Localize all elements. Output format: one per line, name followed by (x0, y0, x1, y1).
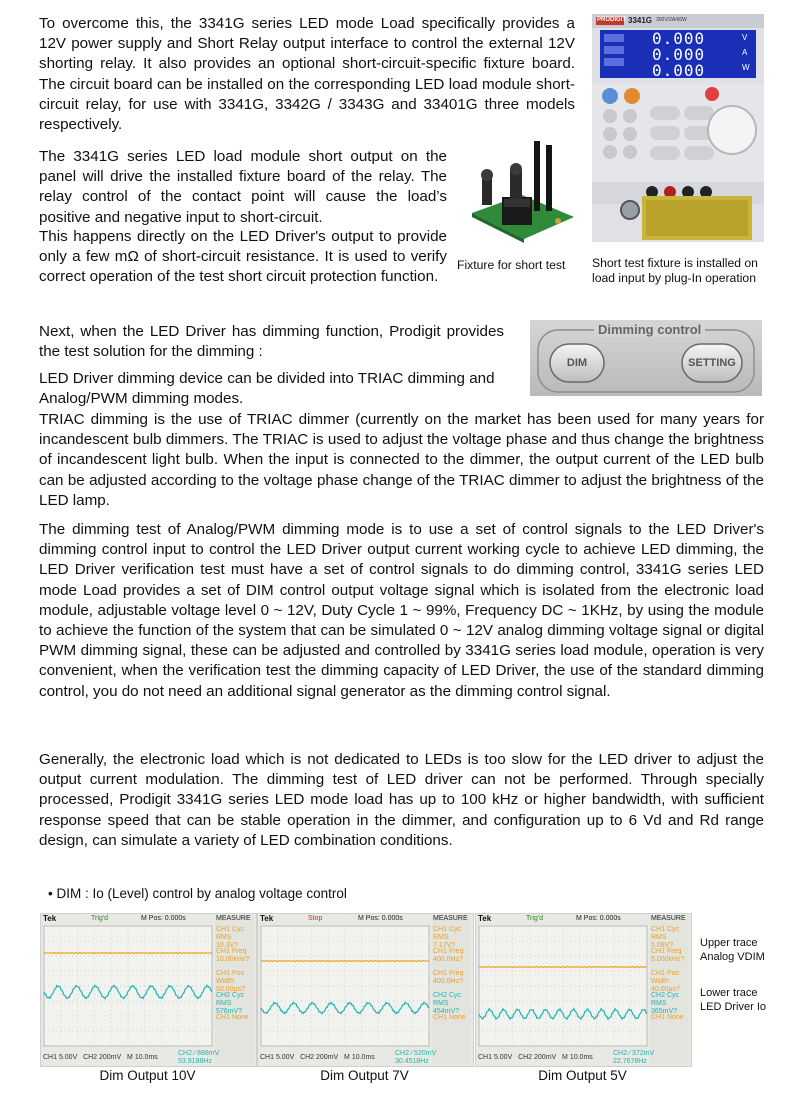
dim-bullet (48, 886, 347, 901)
dimming-types-paragraph: LED Driver dimming device can be divided into TRIAC dimming and Analog/PWM dimming modes. (39, 370, 495, 408)
device-readout-1: 0.000 (652, 29, 706, 48)
scope-caption: Dim Output 5V (538, 1068, 627, 1083)
scope-measure-item: CH1 Pos Width 40.00μs? (651, 970, 680, 993)
scope-measure-item: CH1 Freq 10.00kHz? (216, 948, 250, 963)
dimming-panel-title: Dimming control (594, 322, 705, 337)
device-spec: 300V/2A/60W (656, 17, 687, 23)
device-readout-2: 0.000 (652, 45, 706, 64)
device-unit-3: W (742, 63, 750, 72)
scope-measure-item: CH1 Freq 400.0Hz? (433, 970, 464, 985)
analog-pwm-paragraph: The dimming test of Analog/PWM dimming mode is to use a set of control signals to the LED Driver's dimming control input to control the LED Driver output current working cycle to achieve LED dimming, the LED Driver verification test must have a set of control signals to do dimming control, 3341G series LED mode Load provides a set of DIM control output voltage signal which is isolated from the electronic load module, adjustable voltage level 0 ~ 12V, Duty Cycle 1 ~ 99%, Frequency DC ~ 1KHz, by using the module to achieve the function of the system that can be simulated 0 ~ 12V analog dimming voltage signal or digital PWM dimming signal, these can be adjusted and controlled by 3341G series load module, operation is very convenient, when the verification test the dimming capacity of LED Driver, the use of the standard dimming control, you do not need an additional signal generator as the dimming control signal. (39, 521, 764, 700)
scope-measure-header: MEASURE (651, 915, 686, 922)
dim-bullet-text: DIM : Io (Level) control by analog voltage control (56, 886, 347, 901)
fixture-caption: Fixture for short test (457, 258, 566, 272)
oscilloscope-screenshot (40, 913, 257, 1067)
scope-mpos: M Pos: 0.000s (141, 915, 186, 922)
scope-measure-item: CH1 Cyc RMS 5.08V? (651, 926, 680, 949)
scope-measure-item: CH2 Cyc RMS 576mV? (216, 992, 245, 1015)
installed-caption: Short test fixture is installed on load input by plug-In operation (592, 256, 758, 285)
short-output-paragraph: The 3341G series LED load module short output on the panel will drive the installed fixture board of the relay. The relay control of the contact point will cause the load’s positive and negative input to short-circuit. (39, 148, 447, 226)
scope-measure-item: CH1 Pos Width 50.00μs? (216, 970, 245, 993)
scope-caption: Dim Output 10V (99, 1068, 196, 1083)
device-unit-2: A (742, 48, 748, 57)
scope-mpos: M Pos: 0.000s (358, 915, 403, 922)
scope-footer: CH1 5.00V CH2 200mV M 10.0ms (43, 1054, 158, 1061)
scope-measure-item: CH1 Freq 5.000kHz? (651, 948, 685, 963)
scope-footer: CH1 5.00V CH2 200mV M 10.0ms (260, 1054, 375, 1061)
dimming-intro-paragraph: Next, when the LED Driver has dimming function, Prodigit provides the test solution for the dimming : (39, 323, 504, 361)
fixture-photo (462, 135, 578, 247)
device-readout-3: 0.000 (652, 61, 706, 80)
lower-trace-label: Lower trace LED Driver Io (700, 987, 767, 1013)
device-unit-1: V (742, 33, 748, 42)
scope-footer: CH1 5.00V CH2 200mV M 10.0ms (478, 1054, 593, 1061)
scope-measure-item: CH2 Cyc RMS 454mV? (433, 992, 462, 1015)
scope-measure-header: MEASURE (216, 915, 251, 922)
triac-paragraph: TRIAC dimming is the use of TRIAC dimmer (currently on the market has been used for many years for incandescent bulb dimmers. The TRIAC is used to adjust the voltage phase and thus change the brightness of incandescent light bulb. When the input is connected to the dimmer, the output current of the LED bulb can be adjusted according to the voltage phase change of the TRIAC dimmer to adjust the brightness of the LED lamp. (39, 411, 764, 509)
scope-brand: Tek (478, 914, 492, 923)
scope-brand: Tek (260, 914, 274, 923)
bandwidth-paragraph: Generally, the electronic load which is not dedicated to LEDs is too slow for the LED driver to adjust the output current modulation. The dimming test of LED driver can not be performed. Through specially processed, Prodigit 3341G series LED mode load has up to 100 kHz or higher bandwidth, with sufficient response speed that can be stable operation in the dimmer, and configuration up to 6 Vd and Rd range design, can simulate a variety of LED combination conditions. (39, 751, 764, 849)
scope-brand: Tek (43, 914, 57, 923)
device-brand: PRODIGIT (597, 17, 627, 23)
scope-footer-right: CH2 ∕ 372mV 22.7678Hz (613, 1050, 655, 1065)
scope-measure-item: CH1 None (651, 1014, 684, 1021)
dimming-control-photo (530, 320, 762, 396)
bullet-dot: • (48, 886, 53, 901)
scope-status: Trig'd (526, 915, 544, 922)
scope-measure-item: CH1 None (433, 1014, 466, 1021)
scope-measure-header: MEASURE (433, 915, 468, 922)
oscilloscope-screenshot (257, 913, 474, 1067)
scope-measure-item: CH1 Cyc RMS 7.17V? (433, 926, 462, 949)
scope-caption: Dim Output 7V (320, 1068, 409, 1083)
scope-measure-item: CH2 Cyc RMS 365mV? (651, 992, 680, 1015)
short-resistance-paragraph: This happens directly on the LED Driver's output to provide only a few mΩ of short-circuit resistance. It is used to verify correct operation of the test short circuit protection function. (39, 228, 447, 286)
scope-measure-item: CH1 Cyc RMS 10.3V? (216, 926, 245, 949)
intro-paragraph: To overcome this, the 3341G series LED mode Load specifically provides a 12V power supply and Short Relay output interface to control the external 12V shorting relay. It also provides an optional short-circuit-specific fixture board. The circuit board can be installed on the corresponding LED load module short-circuit relay, for use with 3341G, 3342G / 3343G and 33401G three models respectively. (39, 15, 575, 134)
upper-trace-label: Upper trace Analog VDIM (700, 937, 765, 963)
dim-button: DIM (566, 357, 588, 369)
device-model: 3341G (628, 16, 653, 25)
scope-measure-item: CH1 Freq 400.0Hz? (433, 948, 464, 963)
scope-measure-item: CH1 None (216, 1014, 249, 1021)
scope-status: Stop (308, 915, 323, 922)
setting-button: SETTING (688, 357, 736, 369)
scope-mpos: M Pos: 0.000s (576, 915, 621, 922)
scope-footer-right: CH2 ∕ 520mV 30.4518Hz (395, 1050, 437, 1065)
oscilloscope-screenshot (475, 913, 692, 1067)
scope-footer-right: CH2 ∕ 888mV 53.9188Hz (178, 1050, 220, 1065)
scope-status: Trig'd (91, 915, 109, 922)
device-photo (592, 14, 764, 242)
